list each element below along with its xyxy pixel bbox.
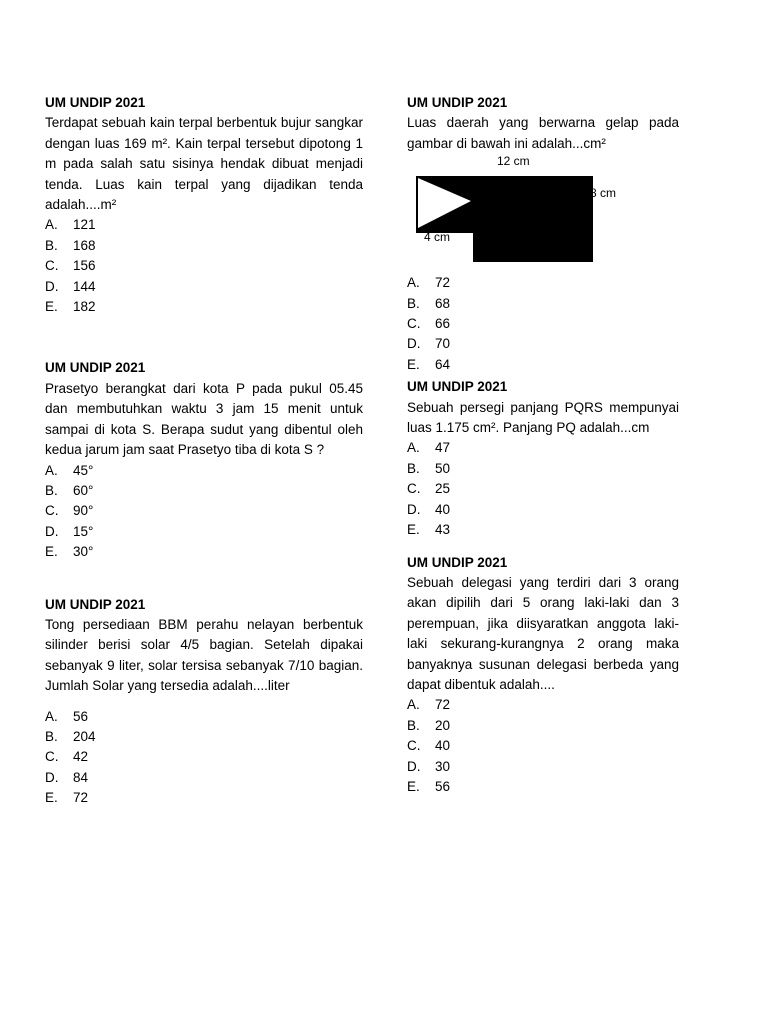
option-e bbox=[45, 297, 363, 317]
option-value: 25 bbox=[435, 481, 451, 497]
option-letter: B. bbox=[45, 237, 58, 253]
question-6 bbox=[407, 553, 679, 798]
option-value: 15° bbox=[73, 523, 94, 539]
option-list bbox=[45, 461, 363, 563]
option-value: 64 bbox=[435, 356, 451, 372]
option-letter: A. bbox=[45, 708, 58, 724]
option-value: 47 bbox=[435, 440, 451, 456]
question-text: Tong persediaan BBM perahu nelayan berbentuk silinder berisi solar 4/5 bagian. Setelah dipakai sebanyak 9 liter, solar tersisa sebanyak 7/10 bagian. Jumlah Solar yang tersedia adalah....liter bbox=[45, 616, 363, 694]
option-letter: C. bbox=[45, 749, 59, 765]
question-4 bbox=[407, 93, 679, 375]
option-value: 40 bbox=[435, 501, 451, 517]
question-title: UM UNDIP 2021 bbox=[45, 360, 146, 376]
option-value: 121 bbox=[73, 217, 96, 233]
option-letter: C. bbox=[407, 738, 421, 754]
option-e bbox=[45, 788, 363, 808]
option-b bbox=[45, 727, 363, 747]
option-e bbox=[45, 542, 363, 562]
option-b bbox=[407, 459, 679, 479]
option-value: 60° bbox=[73, 482, 94, 498]
option-a bbox=[45, 215, 363, 235]
question-text: Prasetyo berangkat dari kota P pada pukul 05.45 dan membutuhkan waktu 3 jam 15 menit untuk sampai di kota S. Berapa sudut yang dibentul oleh kedua jarum jam saat Prasetyo tiba di kota S ? bbox=[45, 380, 363, 458]
option-letter: B. bbox=[45, 728, 58, 744]
question-2 bbox=[45, 358, 363, 562]
option-letter: E. bbox=[407, 778, 420, 794]
question-3 bbox=[45, 595, 363, 809]
option-letter: B. bbox=[407, 717, 420, 733]
option-c bbox=[45, 501, 363, 521]
option-letter: D. bbox=[407, 758, 421, 774]
question-text: Sebuah persegi panjang PQRS mempunyai luas 1.175 cm². Panjang PQ adalah...cm bbox=[407, 399, 679, 436]
option-d bbox=[407, 500, 679, 520]
option-d bbox=[45, 277, 363, 297]
option-e bbox=[407, 777, 679, 797]
option-value: 40 bbox=[435, 738, 451, 754]
option-letter: A. bbox=[45, 462, 58, 478]
option-letter: E. bbox=[45, 790, 58, 806]
option-d bbox=[45, 522, 363, 542]
option-letter: B. bbox=[45, 482, 58, 498]
option-value: 20 bbox=[435, 717, 451, 733]
option-letter: C. bbox=[407, 316, 421, 332]
option-a bbox=[407, 273, 679, 293]
option-value: 56 bbox=[73, 708, 89, 724]
question-text: Terdapat sebuah kain terpal berbentuk bujur sangkar dengan luas 169 m². Kain terpal tersebut dipotong 1 m pada salah satu sisinya hendak dibuat menjadi tenda. Luas kain terpal yang dijadikan tenda adalah....m² bbox=[45, 115, 363, 213]
option-c bbox=[407, 479, 679, 499]
left-column bbox=[45, 93, 363, 809]
option-d bbox=[407, 757, 679, 777]
option-value: 42 bbox=[73, 749, 89, 765]
option-e bbox=[407, 355, 679, 375]
option-a bbox=[407, 438, 679, 458]
option-a bbox=[407, 695, 679, 715]
option-list bbox=[407, 273, 679, 375]
option-value: 30 bbox=[435, 758, 451, 774]
option-c bbox=[45, 256, 363, 276]
option-letter: B. bbox=[407, 460, 420, 476]
option-value: 30° bbox=[73, 544, 94, 560]
option-b bbox=[407, 716, 679, 736]
question-text: Sebuah delegasi yang terdiri dari 3 orang akan dipilih dari 5 orang laki-laki dan 3 perempuan, jika diisyaratkan anggota laki-laki sekurang-kurangnya 2 orang maka banyaknya susunan delegasi berbeda yang dapat dibentuk adalah.... bbox=[407, 574, 679, 692]
option-letter: A. bbox=[45, 217, 58, 233]
question-title: UM UNDIP 2021 bbox=[407, 95, 508, 110]
option-letter: D. bbox=[45, 278, 59, 294]
option-d bbox=[407, 334, 679, 354]
option-a bbox=[45, 461, 363, 481]
option-letter: E. bbox=[407, 356, 420, 372]
option-a bbox=[45, 707, 363, 727]
option-c bbox=[407, 736, 679, 756]
option-letter: B. bbox=[407, 295, 420, 311]
figure-drawing bbox=[407, 154, 679, 270]
option-b bbox=[407, 294, 679, 314]
option-letter: C. bbox=[45, 503, 59, 519]
option-value: 182 bbox=[73, 299, 96, 315]
option-letter: E. bbox=[407, 522, 420, 538]
option-letter: E. bbox=[45, 299, 58, 315]
label-12cm: 12 cm bbox=[497, 154, 530, 169]
option-letter: D. bbox=[407, 336, 421, 352]
question-5 bbox=[407, 377, 679, 540]
option-list bbox=[407, 695, 679, 797]
option-list bbox=[45, 215, 363, 317]
label-4cm: 4 cm bbox=[424, 230, 451, 245]
option-letter: A. bbox=[407, 275, 420, 291]
option-letter: C. bbox=[407, 481, 421, 497]
option-value: 43 bbox=[435, 522, 451, 538]
option-letter: D. bbox=[45, 769, 59, 785]
option-value: 72 bbox=[435, 275, 451, 291]
option-value: 90° bbox=[73, 503, 94, 519]
option-letter: A. bbox=[407, 440, 420, 456]
option-list bbox=[45, 707, 363, 809]
right-column bbox=[407, 93, 679, 797]
option-b bbox=[45, 236, 363, 256]
option-value: 168 bbox=[73, 237, 96, 253]
option-value: 156 bbox=[73, 258, 96, 274]
option-value: 72 bbox=[435, 697, 451, 713]
question-title: UM UNDIP 2021 bbox=[45, 95, 146, 110]
shaded-area-figure bbox=[407, 154, 679, 270]
option-letter: D. bbox=[45, 523, 59, 539]
option-value: 70 bbox=[435, 336, 451, 352]
question-title: UM UNDIP 2021 bbox=[45, 596, 146, 612]
option-value: 84 bbox=[73, 769, 89, 785]
option-value: 144 bbox=[73, 278, 96, 294]
option-value: 68 bbox=[435, 295, 451, 311]
question-title: UM UNDIP 2021 bbox=[407, 379, 508, 395]
option-letter: D. bbox=[407, 501, 421, 517]
option-value: 66 bbox=[435, 316, 451, 332]
option-c bbox=[407, 314, 679, 334]
option-e bbox=[407, 520, 679, 540]
option-value: 45° bbox=[73, 462, 94, 478]
option-letter: E. bbox=[45, 544, 58, 560]
option-value: 56 bbox=[435, 778, 451, 794]
option-value: 204 bbox=[73, 728, 96, 744]
option-d bbox=[45, 768, 363, 788]
question-title: UM UNDIP 2021 bbox=[407, 554, 508, 570]
option-value: 72 bbox=[73, 790, 89, 806]
question-text: Luas daerah yang berwarna gelap pada gambar di bawah ini adalah...cm² bbox=[407, 115, 679, 151]
option-list bbox=[407, 438, 679, 540]
question-1 bbox=[45, 93, 363, 317]
option-letter: C. bbox=[45, 258, 59, 274]
label-8cm: 8 cm bbox=[590, 186, 617, 201]
option-b bbox=[45, 481, 363, 501]
option-value: 50 bbox=[435, 460, 451, 476]
option-c bbox=[45, 747, 363, 767]
option-letter: A. bbox=[407, 697, 420, 713]
